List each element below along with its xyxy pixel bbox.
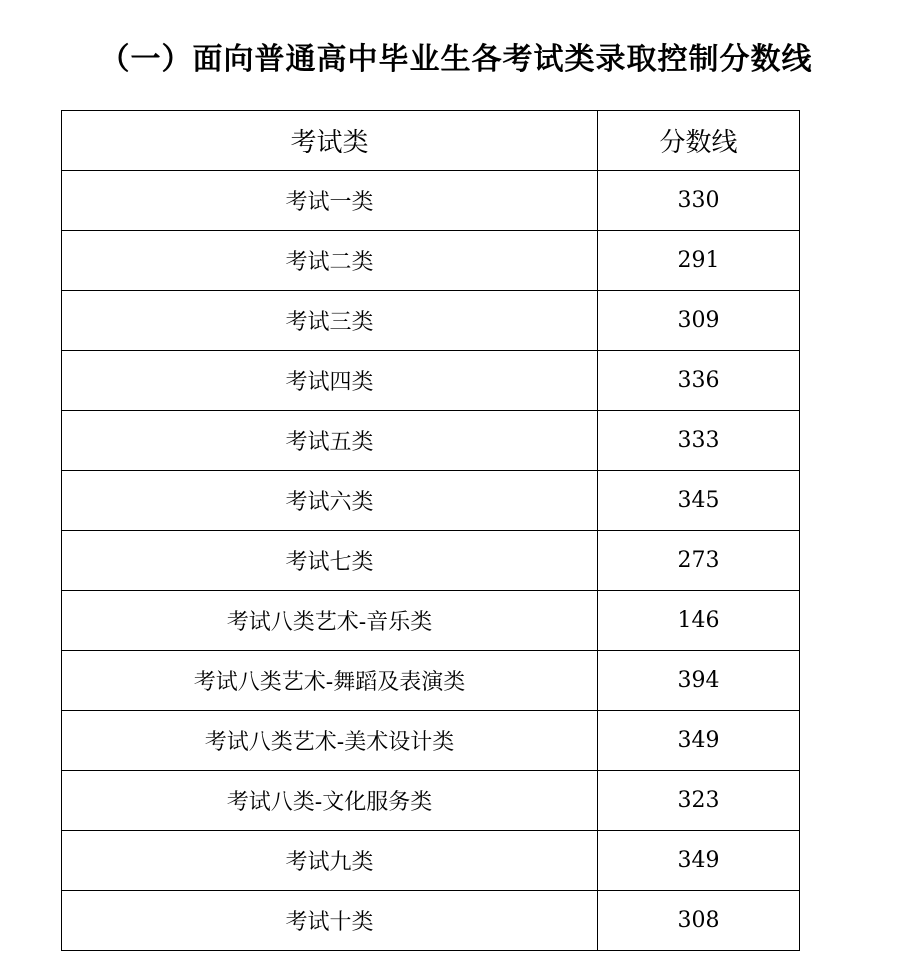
category-cell: 考试九类	[62, 831, 598, 891]
table-row	[62, 351, 800, 411]
category-cell: 考试六类	[62, 471, 598, 531]
table-row	[62, 591, 800, 651]
score-cell: 309	[598, 291, 800, 351]
score-cell: 291	[598, 231, 800, 291]
table-row	[62, 531, 800, 591]
category-cell: 考试七类	[62, 531, 598, 591]
column-header-category: 考试类	[62, 111, 598, 171]
score-cell: 333	[598, 411, 800, 471]
score-cell: 273	[598, 531, 800, 591]
table-header-row	[62, 111, 800, 171]
table-row	[62, 831, 800, 891]
score-cell: 330	[598, 171, 800, 231]
score-cell: 323	[598, 771, 800, 831]
table-row	[62, 171, 800, 231]
category-cell: 考试二类	[62, 231, 598, 291]
category-cell: 考试四类	[62, 351, 598, 411]
score-cell: 146	[598, 591, 800, 651]
category-cell: 考试八类艺术-音乐类	[62, 591, 598, 651]
table-row	[62, 651, 800, 711]
table-row	[62, 711, 800, 771]
category-cell: 考试一类	[62, 171, 598, 231]
table-row	[62, 891, 800, 951]
score-cell: 308	[598, 891, 800, 951]
table-row	[62, 771, 800, 831]
table-row	[62, 471, 800, 531]
page-title: （一）面向普通高中毕业生各考试类录取控制分数线	[99, 42, 813, 77]
score-cell: 345	[598, 471, 800, 531]
score-cell: 394	[598, 651, 800, 711]
category-cell: 考试十类	[62, 891, 598, 951]
score-cell: 349	[598, 711, 800, 771]
table-row	[62, 231, 800, 291]
category-cell: 考试三类	[62, 291, 598, 351]
score-cell: 349	[598, 831, 800, 891]
score-table	[61, 110, 800, 951]
score-cell: 336	[598, 351, 800, 411]
category-cell: 考试八类艺术-舞蹈及表演类	[62, 651, 598, 711]
column-header-score: 分数线	[598, 111, 800, 171]
category-cell: 考试八类艺术-美术设计类	[62, 711, 598, 771]
table-row	[62, 291, 800, 351]
table-row	[62, 411, 800, 471]
category-cell: 考试五类	[62, 411, 598, 471]
category-cell: 考试八类-文化服务类	[62, 771, 598, 831]
